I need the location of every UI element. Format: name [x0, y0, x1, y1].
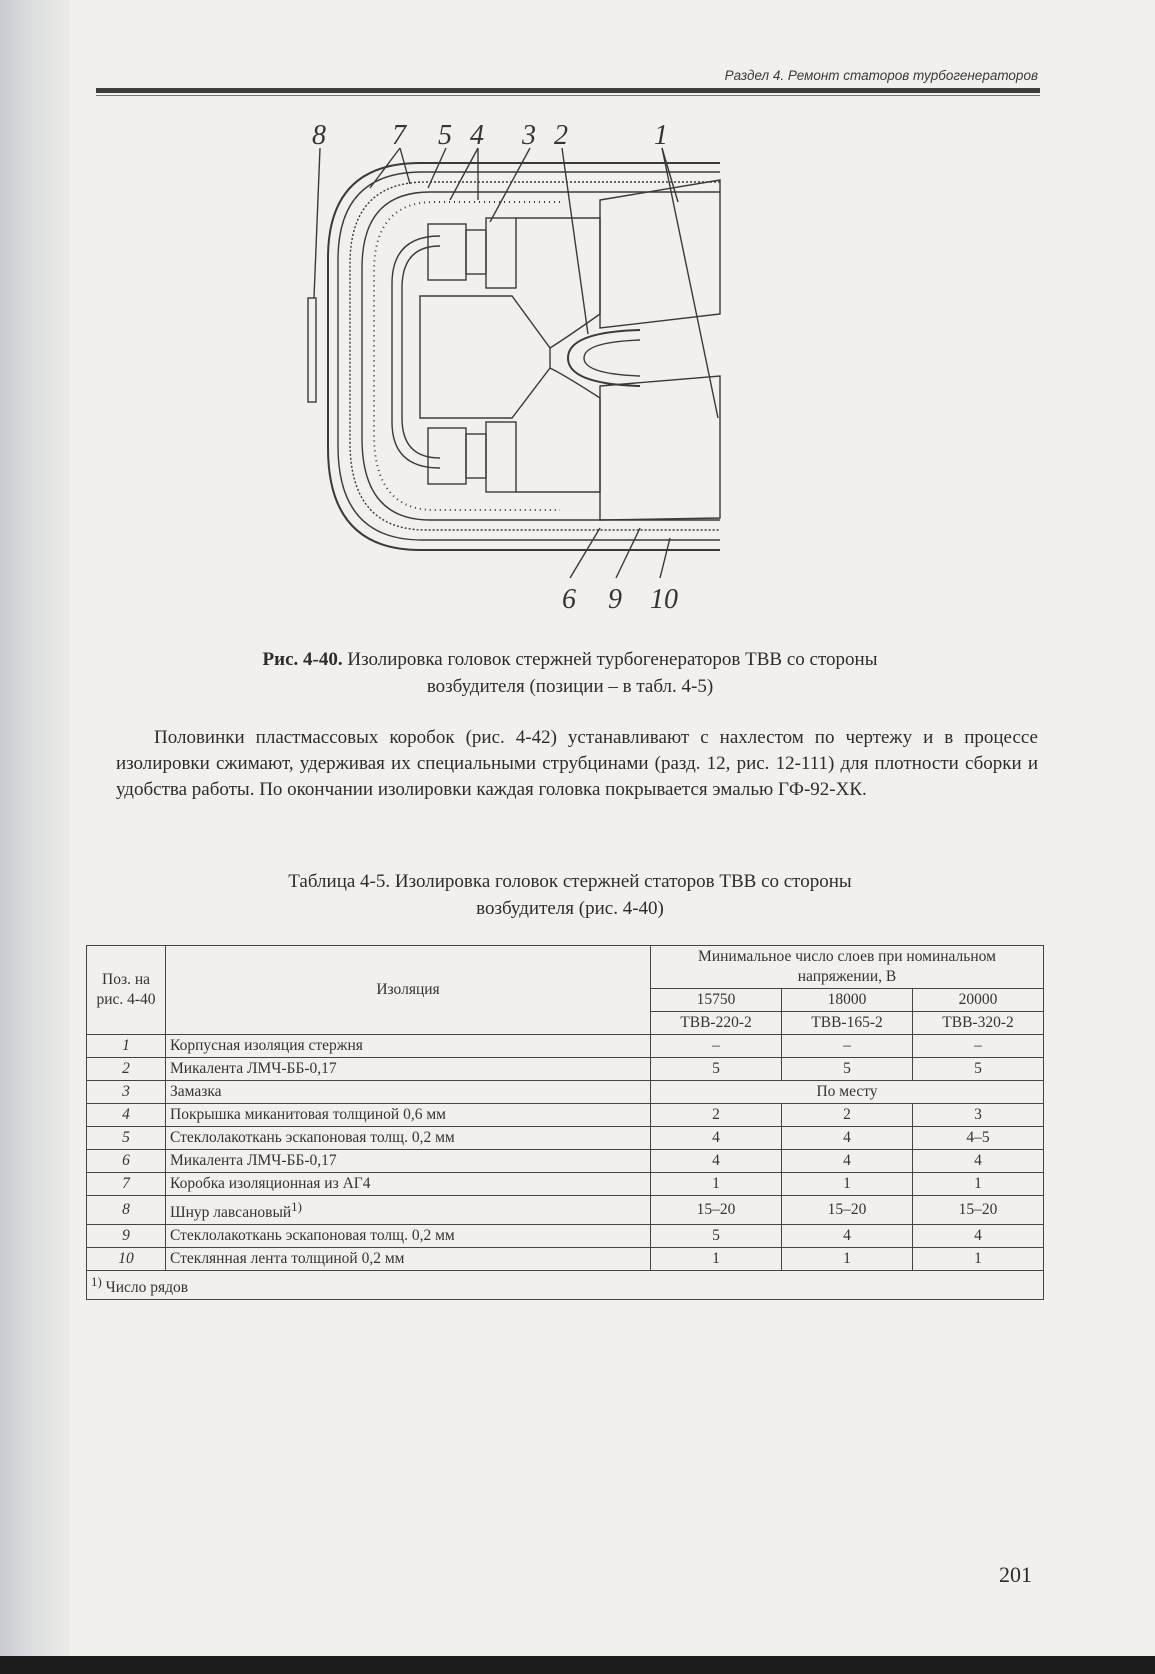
page-number: 201 — [999, 1562, 1032, 1587]
header-voltage-2: 18000 — [782, 989, 913, 1012]
cell-value: 4 — [651, 1127, 782, 1150]
header-type-3: ТВВ-320-2 — [913, 1012, 1044, 1035]
cell-value: 4 — [782, 1150, 913, 1173]
cell-value: 15–20 — [782, 1196, 913, 1225]
cell-name: Замазка — [166, 1081, 651, 1104]
page-gutter-shadow — [0, 0, 70, 1674]
cell-name-text: Шнур лавсановый — [170, 1204, 292, 1222]
leader-10 — [660, 538, 670, 578]
u-loop — [568, 330, 640, 386]
cell-value: 5 — [651, 1058, 782, 1081]
fig-label-2: 2 — [554, 120, 568, 151]
left-rod — [308, 298, 316, 402]
header-rule-thin — [96, 95, 1040, 96]
cell-value: 4 — [782, 1225, 913, 1248]
leader-6 — [570, 528, 600, 578]
inner-loop-2 — [402, 246, 440, 458]
cell-pos: 3 — [87, 1081, 166, 1104]
cell-value: 4 — [782, 1127, 913, 1150]
body-paragraph: Половинки пластмассовых коробок (рис. 4-42) устанавливают с нахлестом по чертежу и в процессе изолировки сжимают, удерживая их специальными струбцинами (разд. 12, рис. 12-111) для плотности сборки и удобства работы. По окончании изолировки каждая головка покрывается эмалью ГФ-92-ХК. — [116, 727, 1038, 800]
cell-value: 4–5 — [913, 1127, 1044, 1150]
fig-label-10: 10 — [650, 584, 678, 615]
cell-name: Корпусная изоляция стержня — [166, 1035, 651, 1058]
table-row — [87, 1058, 1044, 1081]
leader-3 — [490, 148, 530, 222]
cell-value-span: По месту — [651, 1081, 1044, 1104]
fig-label-8: 8 — [312, 120, 326, 151]
box-layer-4 — [362, 192, 720, 520]
cell-value: 1 — [913, 1173, 1044, 1196]
figure-caption-prefix: Рис. 4-40. — [262, 649, 343, 670]
cell-value: 1 — [651, 1248, 782, 1271]
footnote-ref: 1) — [291, 1199, 302, 1214]
cell-value: 1 — [651, 1173, 782, 1196]
table-row — [87, 1035, 1044, 1058]
inner-loop — [392, 236, 440, 468]
cell-name: Стеклолакоткань эскапоновая толщ. 0,2 мм — [166, 1225, 651, 1248]
cell-name: Стеклянная лента толщиной 0,2 мм — [166, 1248, 651, 1271]
table-title — [150, 868, 990, 922]
table-row — [87, 1127, 1044, 1150]
upper-washer — [466, 230, 486, 274]
running-head: Раздел 4. Ремонт статоров турбогенераторов — [724, 68, 1038, 83]
table-row — [87, 1248, 1044, 1271]
cell-value: – — [782, 1035, 913, 1058]
table-footnote — [87, 1271, 1044, 1300]
cell-value: 4 — [651, 1150, 782, 1173]
upper-nut — [428, 224, 466, 280]
box-layer-3 — [350, 182, 720, 530]
cell-pos: 10 — [87, 1248, 166, 1271]
header-layers: Минимальное число слоев при номинальном напряжении, В — [651, 946, 1044, 989]
cell-value: 4 — [913, 1150, 1044, 1173]
fig-label-6: 6 — [562, 584, 576, 615]
leader-2 — [562, 148, 588, 334]
cell-name: Стеклолакоткань эскапоновая толщ. 0,2 мм — [166, 1127, 651, 1150]
header-type-1: ТВВ-220-2 — [651, 1012, 782, 1035]
cell-value: – — [651, 1035, 782, 1058]
cell-value: 1 — [782, 1248, 913, 1271]
fig-label-5: 5 — [438, 120, 452, 151]
lower-sleeve — [486, 422, 516, 492]
cell-name: Микалента ЛМЧ-ББ-0,17 — [166, 1150, 651, 1173]
cell-value: – — [913, 1035, 1044, 1058]
cell-pos: 9 — [87, 1225, 166, 1248]
cell-pos: 7 — [87, 1173, 166, 1196]
fig-label-7: 7 — [392, 120, 406, 151]
figure-caption-line2: возбудителя (позиции – в табл. 4-5) — [426, 676, 714, 697]
fig-label-3: 3 — [522, 120, 536, 151]
header-type-2: ТВВ-165-2 — [782, 1012, 913, 1035]
footnote-mark: 1) — [91, 1274, 102, 1290]
table-row — [87, 1173, 1044, 1196]
cell-value: 2 — [651, 1104, 782, 1127]
insulation-table — [86, 945, 1044, 1300]
lower-washer — [466, 434, 486, 478]
header-rule — [96, 88, 1040, 93]
cell-value: 4 — [913, 1225, 1044, 1248]
figure-caption-line1: Изолировка головок стержней турбогенераторов ТВВ со стороны — [347, 649, 878, 670]
cell-value: 5 — [913, 1058, 1044, 1081]
cell-name: Покрышка миканитовая толщиной 0,6 мм — [166, 1104, 651, 1127]
u-loop-inner — [584, 340, 640, 376]
figure-caption — [150, 646, 990, 700]
figure-4-40-drawing — [300, 118, 780, 638]
table-row — [87, 1150, 1044, 1173]
leader-8 — [314, 148, 320, 298]
lower-nut — [428, 428, 466, 484]
upper-sleeve — [486, 218, 516, 288]
cell-value: 1 — [913, 1248, 1044, 1271]
leader-1a — [662, 148, 678, 202]
fig-label-9: 9 — [608, 584, 622, 615]
leader-7a — [370, 148, 400, 188]
leader-1b — [662, 148, 718, 418]
table-row — [87, 1081, 1044, 1104]
scan-bottom-edge — [0, 1656, 1155, 1674]
cell-value: 2 — [782, 1104, 913, 1127]
table-title-line2: возбудителя (рис. 4-40) — [476, 898, 664, 919]
header-voltage-1: 15750 — [651, 989, 782, 1012]
cell-pos: 8 — [87, 1196, 166, 1225]
fig-label-1: 1 — [654, 120, 668, 151]
cell-name: Микалента ЛМЧ-ББ-0,17 — [166, 1058, 651, 1081]
clamp-lower — [516, 368, 600, 492]
cell-pos: 1 — [87, 1035, 166, 1058]
cell-pos: 4 — [87, 1104, 166, 1127]
table-row — [87, 1196, 1044, 1225]
leader-9 — [616, 528, 640, 578]
cell-value: 15–20 — [651, 1196, 782, 1225]
bar-lower — [600, 376, 720, 520]
cell-pos: 6 — [87, 1150, 166, 1173]
table-footnote-row — [87, 1271, 1044, 1300]
cell-value: 5 — [782, 1058, 913, 1081]
cell-pos: 2 — [87, 1058, 166, 1081]
box-layer-2 — [338, 172, 720, 540]
footnote-text: Число рядов — [105, 1279, 189, 1297]
table-title-line1: Таблица 4-5. Изолировка головок стержней статоров ТВВ со стороны — [288, 871, 852, 892]
header-voltage-3: 20000 — [913, 989, 1044, 1012]
cell-value: 15–20 — [913, 1196, 1044, 1225]
table-row — [87, 1225, 1044, 1248]
cell-name: Коробка изоляционная из АГ4 — [166, 1173, 651, 1196]
cell-value: 1 — [782, 1173, 913, 1196]
header-insulation: Изоляция — [166, 946, 651, 1035]
header-pos: Поз. на рис. 4-40 — [87, 946, 166, 1035]
table-row — [87, 1104, 1044, 1127]
central-block — [420, 296, 550, 418]
cell-value: 5 — [651, 1225, 782, 1248]
leader-7b — [400, 148, 410, 184]
cell-value: 3 — [913, 1104, 1044, 1127]
cell-pos: 5 — [87, 1127, 166, 1150]
fig-label-4: 4 — [470, 120, 484, 151]
cell-name-with-note — [166, 1196, 651, 1225]
bar-upper — [600, 180, 720, 328]
